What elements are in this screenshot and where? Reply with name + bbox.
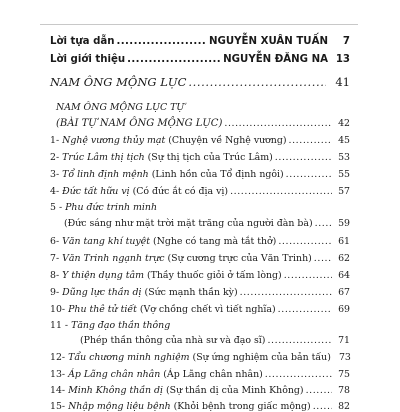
dot-leader <box>306 385 332 394</box>
dot-leader <box>265 369 332 378</box>
entry-number: 12- <box>50 352 66 363</box>
front-label: Lời tựa dẫn <box>50 36 115 47</box>
entry-gloss: (Sự thần dị của Minh Không) <box>166 385 304 396</box>
toc-entry[interactable] <box>50 135 350 146</box>
entry-number: 10- <box>50 304 66 315</box>
page-number: 61 <box>338 236 350 247</box>
entry-number: 6- <box>50 236 60 247</box>
entry-number: 8- <box>50 270 60 281</box>
toc-entry[interactable] <box>50 401 350 412</box>
entry-title: Nghệ vương thủy mạt <box>62 135 166 146</box>
page-number: 67 <box>338 287 350 298</box>
toc-entry[interactable] <box>80 335 350 346</box>
entry-title: Tẩu chương minh nghiệm <box>68 352 190 363</box>
front-matter-row[interactable] <box>50 36 350 47</box>
dot-leader <box>284 270 332 279</box>
entry-title: Đức tất hữu vị <box>62 186 130 197</box>
top-rule <box>40 24 358 25</box>
entry-title: Tăng đạo thần thông <box>71 320 171 331</box>
entry-gloss: (Thầy thuốc giỏi ở tấm lòng) <box>146 270 282 281</box>
dot-leader <box>278 304 332 313</box>
entry-number: 11 - <box>50 320 69 331</box>
toc-entry[interactable] <box>50 270 350 281</box>
page-number: 69 <box>338 304 350 315</box>
toc-entry-title-line[interactable] <box>50 202 350 213</box>
entry-number: 7- <box>50 253 60 264</box>
page-number: 62 <box>338 253 350 264</box>
toc-entry[interactable] <box>50 169 350 180</box>
dot-leader <box>188 75 326 87</box>
front-label: Lời giới thiệu <box>50 54 126 65</box>
dot-leader <box>127 54 221 64</box>
entry-title: Trúc Lâm thị tịch <box>62 152 145 163</box>
entry-number: 15- <box>50 401 66 412</box>
page-number: 42 <box>338 118 350 129</box>
preface-title: NAM ÔNG MỘNG LỤC TỰ <box>56 102 185 113</box>
dot-leader <box>230 186 332 195</box>
entry-title: Văn tang khí tuyệt <box>62 236 150 247</box>
entry-number: 5 - <box>50 202 63 213</box>
front-author: NGUYỄN ĐĂNG NA <box>223 54 328 65</box>
dot-leader <box>278 236 332 245</box>
main-heading-row[interactable] <box>50 75 350 89</box>
dot-leader <box>224 118 332 127</box>
dot-leader <box>315 218 332 227</box>
page-number: 71 <box>338 335 350 346</box>
entry-gloss: (Chuyện về Nghệ vương) <box>168 135 287 146</box>
page-number: 59 <box>338 218 350 229</box>
toc-entry[interactable] <box>50 287 350 298</box>
toc-entry[interactable] <box>50 236 350 247</box>
entry-number: 13- <box>50 369 66 380</box>
dot-leader <box>286 169 332 178</box>
toc-entry[interactable] <box>50 385 350 396</box>
front-author: NGUYỄN XUÂN TUẤN <box>209 36 328 47</box>
entry-gloss: (Vợ chồng chết vì tiết nghĩa) <box>139 304 276 315</box>
page-number: 7 <box>342 36 350 47</box>
page-number: 82 <box>338 401 350 412</box>
dot-leader <box>314 253 332 262</box>
dot-leader <box>289 135 332 144</box>
front-matter-row[interactable] <box>50 54 350 65</box>
preface-sub-row[interactable] <box>56 118 350 129</box>
toc-entry[interactable] <box>50 253 350 264</box>
page-number: 78 <box>338 385 350 396</box>
page-number: 45 <box>338 135 350 146</box>
page-number: 41 <box>335 75 350 89</box>
entry-gloss: (Phép thần thông của nhà sư và đạo sĩ) <box>80 335 266 346</box>
page-number: 55 <box>338 169 350 180</box>
dot-leader <box>313 401 332 410</box>
entry-gloss: (Sự cương trực của Văn Trinh) <box>167 253 312 264</box>
entry-number: 1- <box>50 135 60 146</box>
entry-title: Phu đức trinh minh <box>65 202 158 213</box>
main-heading-label: NAM ÔNG MỘNG LỤC <box>50 75 187 89</box>
entry-gloss: (Có đức ắt có địa vị) <box>132 186 229 197</box>
toc-entry[interactable] <box>50 152 350 163</box>
dot-leader <box>117 36 208 46</box>
entry-title: Phu thê tử tiết <box>68 304 137 315</box>
entry-title: Nhập mộng liệu bệnh <box>68 401 171 412</box>
entry-title: Văn Trinh ngạnh trực <box>62 253 165 264</box>
page-number: 64 <box>338 270 350 281</box>
toc-entry[interactable] <box>50 369 350 380</box>
dot-leader <box>240 287 332 296</box>
preface-sub-label: (BÀI TỰ NAM ÔNG MỘNG LỤC) <box>56 118 223 129</box>
entry-number: 14- <box>50 385 66 396</box>
dot-leader <box>267 335 332 344</box>
page-number: 13 <box>335 54 350 65</box>
entry-gloss: (Khỏi bệnh trong giấc mộng) <box>173 401 311 412</box>
entry-number: 3- <box>50 169 60 180</box>
entry-title: Y thiện dụng tâm <box>62 270 144 281</box>
page-number: 53 <box>338 152 350 163</box>
entry-gloss: (Sự ứng nghiệm của bản tấu) <box>192 352 331 363</box>
dot-leader <box>275 152 332 161</box>
entry-gloss: (Sức mạnh thần kỳ) <box>144 287 238 298</box>
page-number: 75 <box>338 369 350 380</box>
entry-gloss: (Đức sáng như mặt trời mặt trăng của người đàn bà) <box>64 218 313 229</box>
toc-entry[interactable] <box>64 218 350 229</box>
toc-entry[interactable] <box>50 304 350 315</box>
entry-number: 9- <box>50 287 60 298</box>
entry-gloss: (Nghe có tang mà tắt thở) <box>152 236 277 247</box>
entry-gloss: (Linh hồn của Tổ định ngôi) <box>151 169 284 180</box>
entry-number: 4- <box>50 186 60 197</box>
entry-title: Minh Không thần dị <box>68 385 164 396</box>
page-number: 73 <box>338 352 351 363</box>
page-number: 57 <box>338 186 350 197</box>
entry-number: 2- <box>50 152 60 163</box>
entry-gloss: (Áp Lãng chân nhân) <box>163 369 263 380</box>
toc-entry-title-line[interactable] <box>50 320 350 331</box>
entry-title: Dũng lực thần dị <box>62 287 142 298</box>
entry-title: Tổ linh định mệnh <box>62 169 149 180</box>
entry-gloss: (Sự thị tịch của Trúc Lâm) <box>147 152 273 163</box>
entry-title: Áp Lãng chân nhân <box>68 369 161 380</box>
toc-entry[interactable] <box>50 186 350 197</box>
toc-entry[interactable] <box>50 352 350 363</box>
